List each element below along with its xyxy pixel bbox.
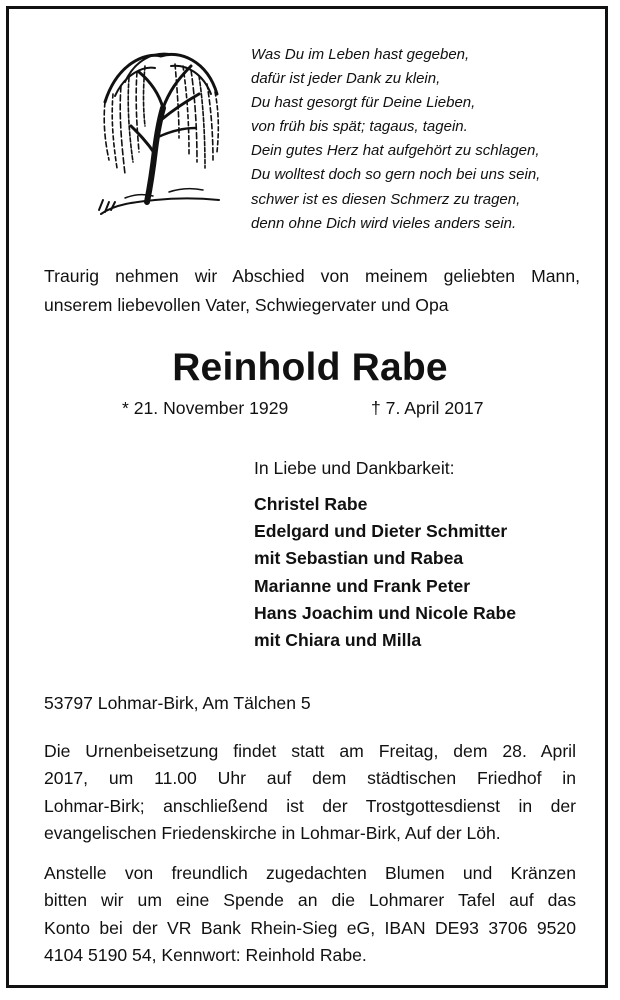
poem-line: dafür ist jeder Dank zu klein, bbox=[251, 70, 441, 88]
notice-line: Konto bei der VR Bank Rhein-Sieg eG, IBAN DE93 3706 9520 bbox=[44, 917, 576, 938]
thanks-heading: In Liebe und Dankbarkeit: bbox=[254, 458, 455, 478]
family-list bbox=[254, 491, 516, 654]
intro-text bbox=[44, 262, 580, 320]
deceased-name: Reinhold Rabe bbox=[172, 346, 448, 389]
poem-line: Du hast gesorgt für Deine Lieben, bbox=[251, 94, 476, 112]
notice-line: evangelischen Friedenskirche in Lohmar-Birk, Auf der Löh. bbox=[44, 823, 501, 844]
poem bbox=[251, 43, 591, 236]
poem-line: Was Du im Leben hast gegeben, bbox=[251, 46, 470, 63]
notice-line: Lohmar-Birk; anschließend ist der Trostgottesdienst in der bbox=[44, 795, 576, 816]
funeral-notice bbox=[44, 738, 576, 848]
poem-line: schwer ist es diesen Schmerz zu tragen, bbox=[251, 190, 521, 208]
notice-line: 2017, um 11.00 Uhr auf dem städtischen Friedhof in bbox=[44, 768, 576, 789]
notice-line: Anstelle von freundlich zugedachten Blumen und Kränzen bbox=[44, 863, 576, 883]
birth-date: * 21. November 1929 bbox=[122, 398, 289, 418]
family-member: Marianne und Frank Peter bbox=[254, 575, 471, 596]
family-member: Christel Rabe bbox=[254, 494, 368, 514]
willow-tree-icon bbox=[95, 42, 225, 220]
intro-line: Traurig nehmen wir Abschied von meinem geliebten Mann, bbox=[44, 266, 580, 286]
notice-line: bitten wir um eine Spende an die Lohmarer Tafel auf das bbox=[44, 890, 576, 911]
donation-notice bbox=[44, 860, 576, 970]
intro-line: unserem liebevollen Vater, Schwiegervater und Opa bbox=[44, 295, 449, 315]
notice-line: Die Urnenbeisetzung findet statt am Freitag, dem 28. April bbox=[44, 741, 576, 761]
family-member: mit Chiara und Milla bbox=[254, 630, 422, 651]
family-member: Hans Joachim und Nicole Rabe bbox=[254, 602, 517, 623]
notice-line: 4104 5190 54, Kennwort: Reinhold Rabe. bbox=[44, 945, 367, 966]
poem-line: von früh bis spät; tagaus, tagein. bbox=[251, 118, 468, 136]
family-member: Edelgard und Dieter Schmitter bbox=[254, 521, 508, 542]
family-member: mit Sebastian und Rabea bbox=[254, 548, 464, 569]
death-date: † 7. April 2017 bbox=[371, 398, 484, 418]
address: 53797 Lohmar-Birk, Am Tälchen 5 bbox=[44, 693, 311, 713]
poem-line: denn ohne Dich wird vieles anders sein. bbox=[251, 214, 517, 232]
poem-line: Dein gutes Herz hat aufgehört zu schlagen, bbox=[251, 142, 540, 160]
poem-line: Du wolltest doch so gern noch bei uns sein, bbox=[251, 166, 541, 184]
